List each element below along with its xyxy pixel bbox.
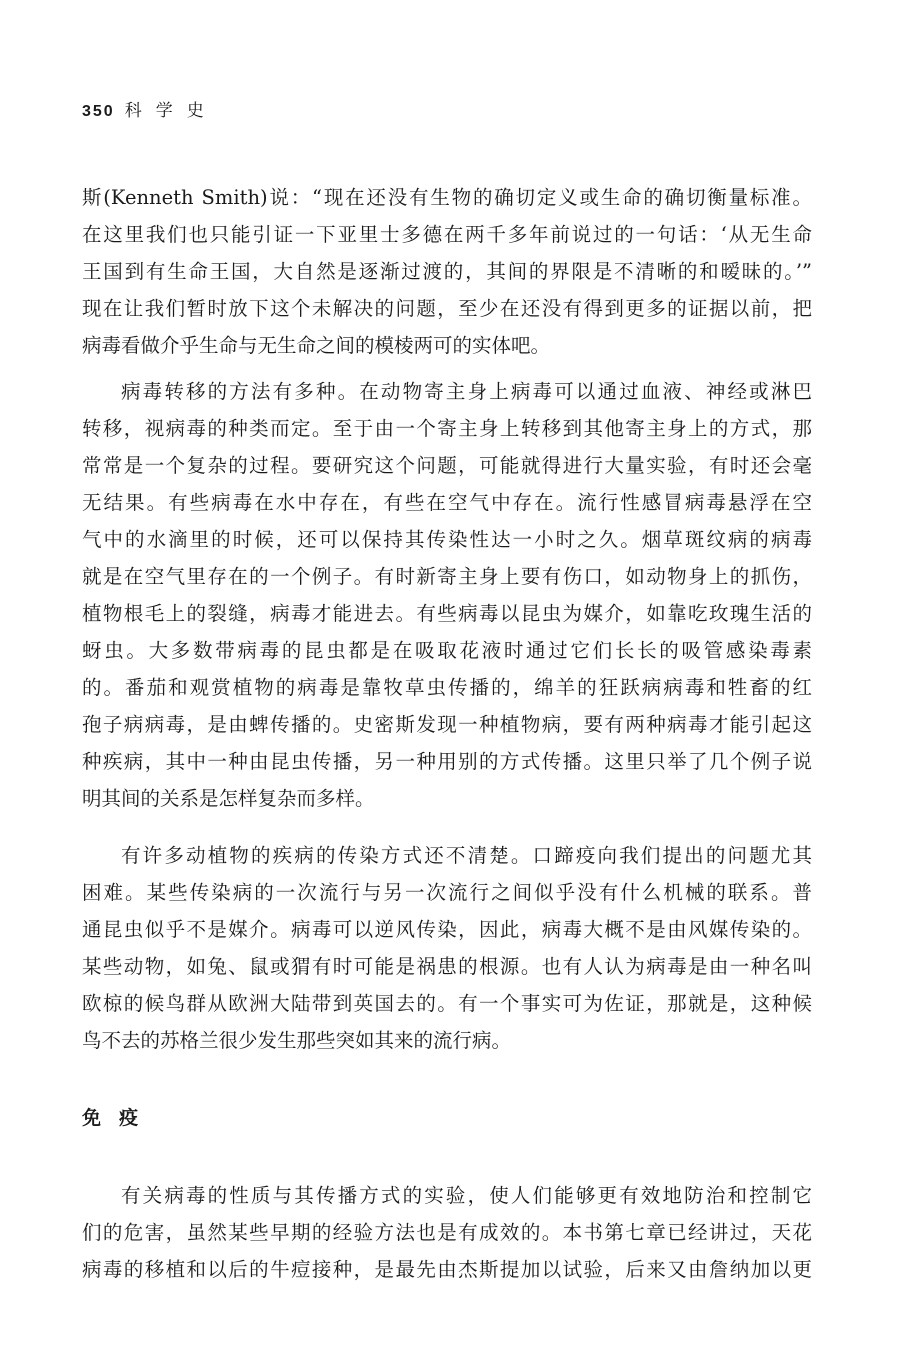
text-line: 现在让我们暂时放下这个未解决的问题，至少在还没有得到更多的证据以前，把 <box>82 297 812 320</box>
text-line: 们的危害，虽然某些早期的经验方法也是有成效的。本书第七章已经讲过，天花 <box>82 1221 812 1244</box>
text-line: 鸟不去的苏格兰很少发生那些突如其来的流行病。 <box>82 1029 512 1052</box>
text-line: 气中的水滴里的时候，还可以保持其传染性达一小时之久。烟草斑纹病的病毒 <box>82 528 812 551</box>
text-line: 斯(Kenneth Smith)说：“现在还没有生物的确切定义或生命的确切衡量标准。 <box>82 186 812 209</box>
paragraph-continued <box>82 179 812 364</box>
text-line: 的。番茄和观赏植物的病毒是靠牧草虫传播的，绵羊的狂跃病病毒和牲畜的红 <box>82 676 812 699</box>
text-line: 通昆虫似乎不是媒介。病毒可以逆风传染，因此，病毒大概不是由风媒传染的。 <box>82 918 812 941</box>
paragraph-virus-transmission <box>82 373 812 817</box>
text-line: 王国到有生命王国，大自然是逐渐过渡的，其间的界限是不清晰的和暧昧的。’” <box>82 260 812 283</box>
page-number: 350 <box>82 103 115 120</box>
text-line: 困难。某些传染病的一次流行与另一次流行之间似乎没有什么机械的联系。普 <box>82 881 812 904</box>
text-line: 种疾病，其中一种由昆虫传播，另一种用别的方式传播。这里只举了几个例子说 <box>82 750 812 773</box>
text-line: 孢子病病毒，是由蜱传播的。史密斯发现一种植物病，要有两种病毒才能引起这 <box>82 713 812 736</box>
text-line: 有许多动植物的疾病的传染方式还不清楚。口蹄疫向我们提出的问题尤其 <box>121 844 812 867</box>
text-line: 植物根毛上的裂缝，病毒才能进去。有些病毒以昆虫为媒介，如靠吃玫瑰生活的 <box>82 602 812 625</box>
text-line: 常常是一个复杂的过程。要研究这个问题，可能就得进行大量实验，有时还会毫 <box>82 454 812 477</box>
text-line: 某些动物，如兔、鼠或猬有时可能是祸患的根源。也有人认为病毒是由一种名叫 <box>82 955 812 978</box>
running-header <box>82 96 218 121</box>
book-title: 科学史 <box>124 101 218 121</box>
text-line: 病毒转移的方法有多种。在动物寄主身上病毒可以通过血液、神经或淋巴 <box>121 380 812 403</box>
text-line: 就是在空气里存在的一个例子。有时新寄主身上要有伤口，如动物身上的抓伤， <box>82 565 812 588</box>
text-line: 蚜虫。大多数带病毒的昆虫都是在吸取花液时通过它们长长的吸管感染毒素 <box>82 639 812 662</box>
text-line: 在这里我们也只能引证一下亚里士多德在两千多年前说过的一句话：‘从无生命 <box>82 223 812 246</box>
text-line: 欧椋的候鸟群从欧洲大陆带到英国去的。有一个事实可为佐证，那就是，这种候 <box>82 992 812 1015</box>
paragraph-immunity <box>82 1177 812 1288</box>
text-line: 病毒看做介乎生命与无生命之间的模棱两可的实体吧。 <box>82 334 551 357</box>
text-line: 无结果。有些病毒在水中存在，有些在空气中存在。流行性感冒病毒悬浮在空 <box>82 491 812 514</box>
text-line: 明其间的关系是怎样复杂而多样。 <box>82 787 375 810</box>
section-heading-immunity: 免疫 <box>82 1107 157 1129</box>
paragraph-unknown-transmission <box>82 837 812 1059</box>
text-line: 病毒的移植和以后的牛痘接种，是最先由杰斯提加以试验，后来又由詹纳加以更 <box>82 1258 812 1281</box>
text-line: 转移，视病毒的种类而定。至于由一个寄主身上转移到其他寄主身上的方式，那 <box>82 417 812 440</box>
text-line: 有关病毒的性质与其传播方式的实验，使人们能够更有效地防治和控制它 <box>121 1184 812 1207</box>
